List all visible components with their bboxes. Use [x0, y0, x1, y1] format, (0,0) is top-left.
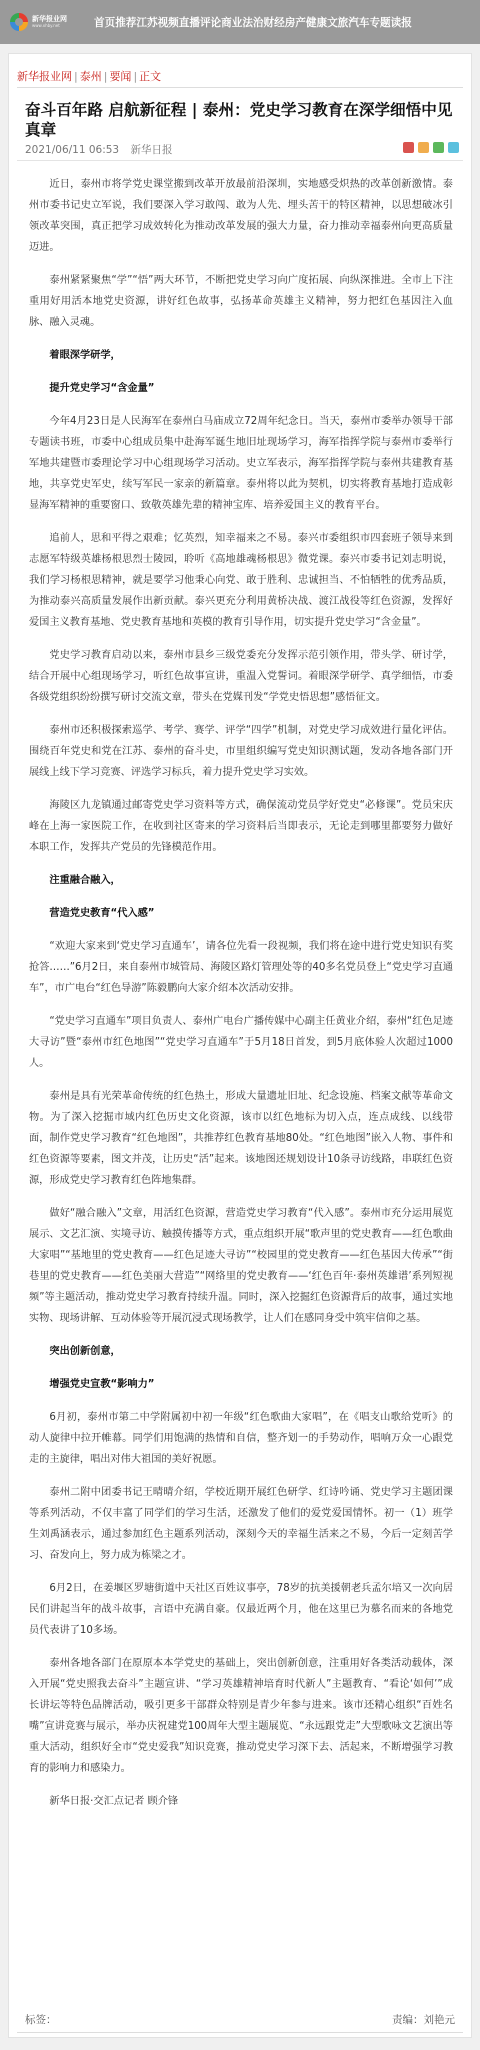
article-paragraph: 新华日报·交汇点记者 顾介锋 [49, 1796, 179, 1807]
site-logo[interactable] [10, 13, 76, 31]
nav-item[interactable]: 江苏 [136, 16, 158, 29]
logo-domain: www.xhby.net [32, 23, 60, 28]
article-paragraph: 党史学习教育启动以来，泰州市县乡三级党委充分发挥示范引领作用，带头学、研讨学，结合开展中心组现场学习，听红色故事宣讲，重温入党誓词。着眼深学研学、真学细悟，市委各级党组织纷纷撰写研讨交流文章，带头在党媒刊发“学党史悟思想”感悟征文。 [29, 650, 453, 703]
breadcrumb [17, 68, 161, 84]
section-heading: 注重融合融入， [49, 875, 121, 886]
article-body [29, 174, 453, 1824]
divider [17, 87, 463, 88]
breadcrumb-item[interactable]: 新华报业网 [17, 70, 72, 83]
breadcrumb-separator: | [103, 70, 108, 83]
article-paragraph: 追前人，思和平得之艰难；忆英烈，知幸福来之不易。泰兴市委组织市四套班子领导来到志愿军特级英雄杨根思烈士陵园，聆听《高地雄魂杨根思》微党课。泰兴市委书记刘志明说，我们学习杨根思精神，就是要学习他秉心向党、敢于胜利、忠诚担当、不怕牺牲的优秀品质，为推动泰兴高质量发展作出新贡献。泰兴更充分利用黄桥决战、渡江战役等红色资源，发挥好爱国主义教育基地、党史教育基地和英模的教育引导作用，切实提升党史学习“含金量”。 [29, 533, 453, 628]
breadcrumb-item: 正文 [139, 70, 162, 83]
divider [17, 2032, 463, 2033]
section-heading: 增强党史宣教“影响力” [49, 1379, 155, 1390]
nav-item[interactable]: 房产 [284, 16, 306, 29]
nav-item[interactable]: 汽车 [348, 16, 370, 29]
article-paragraph: 泰州各地各部门在原原本本学党史的基础上，突出创新创意，注重用好各类活动载体，深入开展“党史照我去奋斗”主题宣讲、“学习英雄精神培育时代新人”主题教育、“看论‘如何’”成长讲坛等特色品牌活动，吸引更多干部群众特别是青少年参与进来。该市还精心组织“百姓名嘴”宣讲竞赛与展示，举办庆祝建党100周年大型主题展览、“永远跟党走”大型歌咏文艺演出等重大活动，组织好全市“党史爱我”知识竞赛，推动党史学习深下去、活起来，不断增强学习教育的影响力和感染力。 [29, 1658, 453, 1774]
nav-item[interactable]: 法治 [242, 16, 264, 29]
share-more-icon[interactable] [448, 142, 459, 153]
article-paragraph: 做好“融合融入”文章，用活红色资源，营造党史学习教育“代入感”。泰州市充分运用展览展示、文艺汇演、实境寻访、触摸传播等方式，重点组织开展“歌声里的党史教育——红色歌曲大家唱”“基地里的党史教育——红色足迹大寻访”“校园里的党史教育——红色基因大传承”“街巷里的党史教育——红色美丽大营造”“网络里的党史教育——‘红色百年·泰州英雄谱’系列短视频”等主题活动，推动党史学习教育持续升温。同时，深入挖掘红色资源背后的故事，通过实地实物、现场讲解、互动体验等开展沉浸式现场教学，让人们在感同身受中筑牢信仰之基。 [29, 1208, 453, 1324]
nav-item[interactable]: 直播 [178, 16, 200, 29]
section-heading: 营造党史教育“代入感” [49, 908, 155, 919]
article-paragraph: 近日，泰州市将学党史课堂搬到改革开放最前沿深圳，实地感受炽热的改革创新激情。泰州市委书记史立军说，我们要深入学习敢闯、敢为人先、埋头苦干的特区精神，以思想破冰引领改革突围，真正把学习成效转化为推动改革发展的强大力量，奋力推动幸福泰州向更高质量迈进。 [29, 179, 453, 253]
top-bar [0, 0, 480, 44]
section-heading: 突出创新创意， [49, 1346, 121, 1357]
nav-item[interactable]: 推荐 [115, 16, 137, 29]
share-weibo-icon[interactable] [403, 142, 414, 153]
article-paragraph: 泰州是具有光荣革命传统的红色热土，形成大量遗址旧址、纪念设施、档案文献等革命文物。为了深入挖掘市域内红色历史文化资源，该市以红色地标为切入点，连点成线、以线带面，制作党史学习教育“红色地图”，共推荐红色教育基地80处。“红色地图”嵌入人物、事件和红色资源等要素，图文并茂，让历史“活”起来。该地图还规划设计10条寻访线路，串联红色资源，形成党史学习教育红色阵地集群。 [29, 1091, 453, 1186]
main-nav [94, 15, 412, 30]
breadcrumb-item[interactable]: 泰州 [79, 70, 102, 83]
article-paragraph: 泰州二附中团委书记王晴晴介绍，学校近期开展红色研学、红诗吟诵、党史学习主题团课等系列活动，不仅丰富了同学们的学习生活，还激发了他们的爱党爱国情怀。初一（1）班学生刘禹涵表示，通过参加红色主题系列活动，深刻今天的幸福生活来之不易，今后一定刻苦学习、奋发向上，努力成为栋梁之才。 [29, 1487, 453, 1561]
article-source: 新华日报 [130, 144, 173, 156]
logo-name: 新华报业网 [32, 15, 67, 23]
tags-label: 标签： [25, 2014, 57, 2026]
editor-credit: 责编：刘艳元 [392, 2014, 455, 2026]
divider [17, 160, 463, 161]
nav-item[interactable]: 专题 [369, 16, 391, 29]
share-wechat-icon[interactable] [433, 142, 444, 153]
article-paragraph: 海陵区九龙镇通过邮寄党史学习资料等方式，确保流动党员学好党史“必修课”。党员宋庆峰在上海一家医院工作，在收到社区寄来的学习资料后当即表示，无论走到哪里都要努力做好本职工作，发挥共产党员的先锋模范作用。 [29, 800, 453, 853]
nav-item[interactable]: 评论 [199, 16, 222, 29]
nav-item[interactable]: 读报 [390, 16, 412, 29]
article-card [8, 53, 472, 2038]
article-paragraph: 6月2日，在姜堰区罗塘街道中天社区百姓议事亭，78岁的抗美援朝老兵孟尔培又一次向居民们讲起当年的战斗故事，言语中充满自豪。仅最近两个月，他在这里已为慕名而来的各地党员代表讲了10多场。 [29, 1583, 453, 1636]
article-paragraph: “欢迎大家来到‘党史学习直通车’，请各位先看一段视频，我们将在途中进行党史知识有奖抢答……”6月2日，来自泰州市城管局、海陵区路灯管理处等的40多名党员登上“党史学习直通车”，市广电台“红色导游”陈毅鹏向大家介绍本次活动安排。 [29, 941, 453, 994]
nav-item[interactable]: 首页 [94, 16, 116, 29]
nav-item[interactable]: 视频 [157, 16, 179, 29]
article-meta [25, 142, 172, 157]
section-heading: 着眼深学研学， [49, 350, 121, 361]
article-paragraph: 6月初，泰州市第二中学附属初中初一年级“红色歌曲大家唱”，在《唱支山歌给党听》的动人旋律中拉开帷幕。同学们用饱满的热情和自信，整齐划一的手势动作，唱响万众一心跟党走的主旋律，唱出对伟大祖国的美好祝愿。 [29, 1412, 453, 1465]
publish-datetime: 2021/06/11 06:53 [25, 144, 120, 156]
article-paragraph: 泰州市还积极探索巡学、考学、赛学、评学“四学”机制，对党史学习成效进行量化评估。围绕百年党史和党在江苏、泰州的奋斗史，市里组织编写党史知识测试题，发动各地各部门开展线上线下学习竞赛、评选学习标兵，着力提升党史学习实效。 [29, 725, 453, 778]
breadcrumb-item[interactable]: 要闻 [109, 70, 132, 83]
article-paragraph: 泰州紧紧聚焦“学”“悟”两大环节，不断把党史学习向广度拓展、向纵深推进。全市上下注重用好用活本地党史资源，讲好红色故事，弘扬革命英雄主义精神，努力把红色基因注入血脉、融入灵魂。 [29, 275, 453, 328]
logo-mark-icon [10, 13, 28, 31]
breadcrumb-separator: | [74, 70, 78, 83]
nav-item[interactable]: 文旅 [327, 16, 349, 29]
share-buttons [399, 142, 459, 153]
section-heading: 提升党史学习“含金量” [49, 383, 155, 394]
article-title: 奋斗百年路 启航新征程 | 泰州：党史学习教育在深学细悟中见真章 [25, 101, 453, 139]
nav-item[interactable]: 健康 [305, 16, 328, 29]
breadcrumb-separator: | [133, 70, 138, 83]
nav-item[interactable]: 商业 [221, 16, 243, 29]
share-qzone-icon[interactable] [418, 142, 429, 153]
nav-item[interactable]: 财经 [263, 16, 285, 29]
article-paragraph: “党史学习直通车”项目负责人、泰州广电台广播传媒中心副主任黄业介绍，泰州“红色足迹大寻访”暨“泰州市红色地图”“党史学习直通车”于5月18日首发，到5月底体验人次超过1000人。 [29, 1016, 453, 1069]
article-paragraph: 今年4月23日是人民海军在泰州白马庙成立72周年纪念日。当天，泰州市委举办领导干部专题读书班，市委中心组成员集中赴海军诞生地旧址现场学习，海军指挥学院与泰州市委举行军地共建暨市委理论学习中心组现场学习活动。史立军表示，海军指挥学院与泰州共建教育基地，共享党史军史，续写军民一家亲的新篇章。泰州将以此为契机，切实将教育基地打造成彰显海军精神的重要窗口、致敬英雄先辈的精神宝库、培养爱国主义的教育平台。 [29, 416, 453, 511]
